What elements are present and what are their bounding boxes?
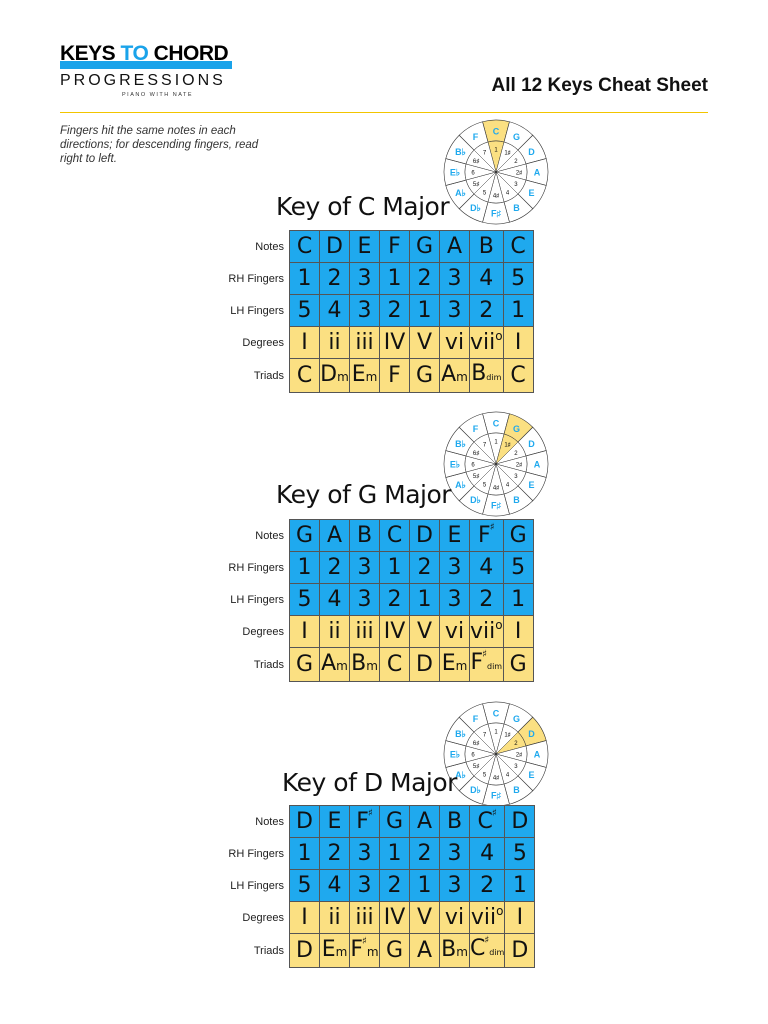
rh-fingers-cell: 2 (410, 838, 440, 870)
lh-fingers-cell: 3 (350, 870, 380, 902)
rh-fingers-cell: 3 (440, 552, 470, 584)
circle-degree-label: 1 (494, 439, 498, 446)
degrees-cell: vii$^o$ (470, 327, 504, 359)
notes-cell: E (320, 806, 350, 838)
lh-fingers-cell: 1 (410, 584, 440, 616)
circle-note-label: A (533, 749, 541, 760)
circle-degree-label: 5♯ (472, 182, 480, 188)
lh-fingers-cell: 5 (290, 295, 320, 327)
degrees-cell: I (290, 902, 320, 934)
notes-cell: G (380, 806, 410, 838)
notes-row (228, 806, 535, 838)
degrees-cell: iii (350, 902, 380, 934)
row-label: Notes (228, 806, 290, 838)
degrees-row (228, 616, 533, 648)
circle-degree-label: 5 (482, 482, 487, 489)
triads-cell: D (505, 934, 535, 968)
rh-fingers-cell: 5 (505, 838, 535, 870)
row-label: Triads (228, 934, 290, 968)
lh-fingers-cell: 3 (350, 295, 380, 327)
degrees-cell: I (505, 902, 535, 934)
circle-degree-label: 4 (505, 482, 510, 489)
key-table (228, 230, 534, 393)
degrees-cell: vi (440, 616, 470, 648)
notes-cell: D (290, 806, 320, 838)
circle-note-label: A (533, 167, 541, 178)
rh-fingers-cell: 2 (320, 552, 350, 584)
lh-fingers-cell: 3 (440, 870, 470, 902)
row-label: Notes (228, 520, 290, 552)
row-label: RH Fingers (228, 552, 290, 584)
circle-degree-label: 3 (514, 474, 518, 480)
triads-row (228, 934, 535, 968)
circle-note-label: A♭ (455, 770, 466, 780)
circle-note-label: D♭ (470, 495, 481, 506)
lh-fingers-cell: 4 (320, 584, 350, 616)
circle-degree-label: 7 (482, 150, 487, 157)
lh-fingers-cell: 3 (350, 584, 380, 616)
triads-cell: Bdim (470, 359, 504, 393)
triads-cell: F♯dim (470, 648, 504, 682)
circle-note-label: C (492, 708, 500, 719)
degrees-cell: vii$^o$ (470, 902, 505, 934)
rh-fingers-cell: 2 (320, 838, 350, 870)
lh-fingers-cell: 5 (290, 584, 320, 616)
degrees-cell: ii (320, 616, 350, 648)
rh-fingers-cell: 3 (350, 838, 380, 870)
circle-degree-label: 1 (494, 147, 498, 154)
lh-fingers-row (228, 870, 535, 902)
rh-fingers-cell: 1 (380, 552, 410, 584)
notes-cell: C♯ (470, 806, 505, 838)
circle-of-fifths-icon (442, 700, 550, 808)
lh-fingers-row (228, 584, 533, 616)
circle-note-label: D (528, 729, 535, 739)
circle-degree-label: 6 (471, 752, 475, 759)
triads-cell: G (410, 359, 440, 393)
circle-of-fifths-icon (442, 410, 550, 518)
lh-fingers-row (228, 295, 533, 327)
triads-cell: G (503, 648, 533, 682)
circle-note-label: C (492, 418, 500, 429)
circle-note-label: F (472, 713, 479, 724)
degrees-cell: V (410, 902, 440, 934)
circle-note-label: E (528, 188, 535, 198)
circle-note-label: D♭ (470, 203, 481, 214)
circle-degree-label: 1♯ (504, 442, 511, 449)
circle-note-label: G (512, 131, 521, 142)
rh-fingers-cell: 5 (503, 263, 533, 295)
circle-degree-label: 1 (494, 729, 498, 736)
lh-fingers-cell: 2 (380, 584, 410, 616)
circle-degree-label: 4♯ (492, 775, 500, 782)
circle-note-label: E (528, 480, 535, 490)
circle-note-label: A♭ (455, 480, 466, 490)
notes-cell: D (320, 231, 350, 263)
circle-degree-label: 4 (505, 772, 510, 779)
triads-cell: G (380, 934, 410, 968)
triads-cell: C♯dim (470, 934, 505, 968)
circle-degree-label: 5 (482, 190, 487, 197)
row-label: Degrees (228, 902, 290, 934)
logo-keys: KEYS (60, 42, 116, 65)
triads-row (228, 648, 533, 682)
triads-cell: Bm (440, 934, 470, 968)
row-label: Triads (228, 359, 290, 393)
row-label: Notes (228, 231, 290, 263)
circle-degree-label: 2 (514, 741, 518, 747)
lh-fingers-cell: 1 (503, 584, 533, 616)
lh-fingers-cell: 2 (380, 870, 410, 902)
circle-note-label: E (528, 770, 535, 780)
circle-note-label: B (513, 203, 520, 214)
notes-cell: C (380, 520, 410, 552)
degrees-cell: vii$^o$ (470, 616, 504, 648)
degrees-cell: iii (350, 327, 380, 359)
triads-row (228, 359, 533, 393)
triads-cell: Em (440, 648, 470, 682)
degrees-cell: V (410, 616, 440, 648)
lh-fingers-cell: 4 (320, 295, 350, 327)
rh-fingers-cell: 1 (380, 838, 410, 870)
circle-note-label: B (513, 495, 520, 506)
logo-chord: CHORD (153, 42, 229, 65)
triads-cell: Am (320, 648, 350, 682)
circle-degree-label: 2 (514, 451, 518, 457)
triads-cell: D (410, 648, 440, 682)
row-label: Degrees (228, 616, 290, 648)
notes-cell: D (505, 806, 535, 838)
triads-cell: C (380, 648, 410, 682)
notes-cell: A (320, 520, 350, 552)
triads-cell: Am (440, 359, 470, 393)
triads-cell: C (290, 359, 320, 393)
circle-degree-label: 4 (505, 190, 510, 197)
degrees-cell: I (290, 616, 320, 648)
notes-cell: C (503, 231, 533, 263)
triads-cell: Em (350, 359, 380, 393)
lh-fingers-cell: 2 (380, 295, 410, 327)
triads-cell: D (290, 934, 320, 968)
brand-logo (60, 44, 240, 98)
logo-subtitle: PROGRESSIONS (60, 72, 226, 89)
lh-fingers-cell: 3 (440, 584, 470, 616)
notes-cell: E (440, 520, 470, 552)
notes-cell: B (350, 520, 380, 552)
circle-note-label: B♭ (455, 729, 466, 739)
key-title: Key of C Major (276, 192, 450, 221)
rh-fingers-cell: 2 (410, 552, 440, 584)
circle-note-label: C (492, 126, 500, 137)
circle-note-label: E♭ (449, 459, 461, 470)
circle-degree-label: 6♯ (472, 159, 480, 165)
notes-cell: B (440, 806, 470, 838)
degrees-cell: I (290, 327, 320, 359)
circle-note-label: A (533, 459, 541, 470)
notes-cell: B (470, 231, 504, 263)
circle-note-label: E♭ (449, 167, 461, 178)
lh-fingers-cell: 2 (470, 584, 504, 616)
circle-note-label: B♭ (455, 147, 466, 157)
header-divider (60, 112, 708, 113)
circle-degree-label: 6 (471, 462, 475, 469)
lh-fingers-cell: 3 (440, 295, 470, 327)
circle-degree-label: 5♯ (472, 474, 480, 480)
key-title: Key of D Major (282, 768, 457, 797)
degrees-cell: IV (380, 616, 410, 648)
circle-degree-label: 1♯ (504, 150, 511, 157)
degrees-cell: I (503, 616, 533, 648)
triads-cell: Em (320, 934, 350, 968)
notes-cell: A (410, 806, 440, 838)
rh-fingers-cell: 1 (290, 838, 320, 870)
circle-note-label: E♭ (449, 749, 461, 760)
circle-degree-label: 5♯ (472, 764, 480, 770)
lh-fingers-cell: 1 (503, 295, 533, 327)
notes-row (228, 231, 533, 263)
triads-cell: C (503, 359, 533, 393)
notes-cell: F♯ (470, 520, 504, 552)
circle-degree-label: 3 (514, 182, 518, 188)
logo-title (60, 44, 240, 66)
notes-cell: F♯ (350, 806, 380, 838)
key-table (228, 805, 535, 968)
circle-degree-label: 2♯ (515, 462, 523, 469)
triads-cell: G (290, 648, 320, 682)
circle-degree-label: 6 (471, 170, 475, 177)
lh-fingers-cell: 5 (290, 870, 320, 902)
notes-cell: F (380, 231, 410, 263)
circle-degree-label: 3 (514, 764, 518, 770)
degrees-row (228, 327, 533, 359)
circle-note-label: D (528, 439, 535, 449)
rh-fingers-row (228, 263, 533, 295)
rh-fingers-cell: 3 (440, 838, 470, 870)
circle-degree-label: 5 (482, 772, 487, 779)
rh-fingers-cell: 1 (290, 263, 320, 295)
row-label: LH Fingers (228, 584, 290, 616)
notes-cell: D (410, 520, 440, 552)
row-label: RH Fingers (228, 838, 290, 870)
rh-fingers-row (228, 552, 533, 584)
circle-note-label: F♯ (491, 790, 501, 801)
circle-note-label: F♯ (491, 208, 501, 219)
circle-note-label: A♭ (455, 188, 466, 198)
row-label: Degrees (228, 327, 290, 359)
circle-degree-label: 7 (482, 442, 487, 449)
degrees-cell: vi (440, 327, 470, 359)
circle-note-label: F (472, 423, 479, 434)
circle-degree-label: 1♯ (504, 732, 511, 739)
degrees-cell: I (503, 327, 533, 359)
circle-degree-label: 4♯ (492, 485, 500, 492)
degrees-cell: IV (380, 902, 410, 934)
rh-fingers-row (228, 838, 535, 870)
circle-note-label: B♭ (455, 439, 466, 449)
notes-cell: G (290, 520, 320, 552)
circle-note-label: D♭ (470, 785, 481, 796)
key-title: Key of G Major (276, 480, 452, 509)
triads-cell: A (410, 934, 440, 968)
circle-note-label: G (512, 423, 521, 434)
notes-cell: E (350, 231, 380, 263)
rh-fingers-cell: 3 (350, 552, 380, 584)
row-label: LH Fingers (228, 870, 290, 902)
logo-tagline: PIANO WITH NATE (122, 92, 193, 98)
notes-row (228, 520, 533, 552)
circle-note-label: D (528, 147, 535, 157)
degrees-cell: ii (320, 902, 350, 934)
rh-fingers-cell: 3 (350, 263, 380, 295)
lh-fingers-cell: 1 (505, 870, 535, 902)
sheet-title: All 12 Keys Cheat Sheet (491, 75, 708, 96)
circle-note-label: F♯ (491, 500, 501, 511)
circle-degree-label: 2 (514, 159, 518, 165)
rh-fingers-cell: 1 (290, 552, 320, 584)
intro-note: Fingers hit the same notes in each directions; for descending fingers, read right to left. (60, 125, 259, 165)
lh-fingers-cell: 1 (410, 295, 440, 327)
triads-cell: F (380, 359, 410, 393)
rh-fingers-cell: 2 (410, 263, 440, 295)
notes-cell: A (440, 231, 470, 263)
degrees-cell: V (410, 327, 440, 359)
circle-of-fifths-icon (442, 118, 550, 226)
degrees-cell: vi (440, 902, 470, 934)
degrees-cell: IV (380, 327, 410, 359)
rh-fingers-cell: 4 (470, 263, 504, 295)
triads-cell: Dm (320, 359, 350, 393)
circle-degree-label: 4♯ (492, 193, 500, 200)
row-label: Triads (228, 648, 290, 682)
rh-fingers-cell: 5 (503, 552, 533, 584)
degrees-row (228, 902, 535, 934)
circle-degree-label: 2♯ (515, 170, 523, 177)
rh-fingers-cell: 3 (440, 263, 470, 295)
circle-note-label: F (472, 131, 479, 142)
rh-fingers-cell: 4 (470, 838, 505, 870)
rh-fingers-cell: 1 (380, 263, 410, 295)
lh-fingers-cell: 4 (320, 870, 350, 902)
circle-degree-label: 7 (482, 732, 487, 739)
notes-cell: G (410, 231, 440, 263)
row-label: LH Fingers (228, 295, 290, 327)
row-label: RH Fingers (228, 263, 290, 295)
triads-cell: Bm (350, 648, 380, 682)
degrees-cell: iii (350, 616, 380, 648)
lh-fingers-cell: 2 (470, 295, 504, 327)
rh-fingers-cell: 4 (470, 552, 504, 584)
degrees-cell: ii (320, 327, 350, 359)
triads-cell: F♯m (350, 934, 380, 968)
lh-fingers-cell: 1 (410, 870, 440, 902)
circle-note-label: G (512, 713, 521, 724)
circle-degree-label: 6♯ (472, 741, 480, 747)
circle-degree-label: 2♯ (515, 752, 523, 759)
notes-cell: C (290, 231, 320, 263)
key-table (228, 519, 534, 682)
notes-cell: G (503, 520, 533, 552)
rh-fingers-cell: 2 (320, 263, 350, 295)
circle-note-label: B (513, 785, 520, 796)
circle-degree-label: 6♯ (472, 451, 480, 457)
logo-to: TO (120, 42, 149, 65)
lh-fingers-cell: 2 (470, 870, 505, 902)
